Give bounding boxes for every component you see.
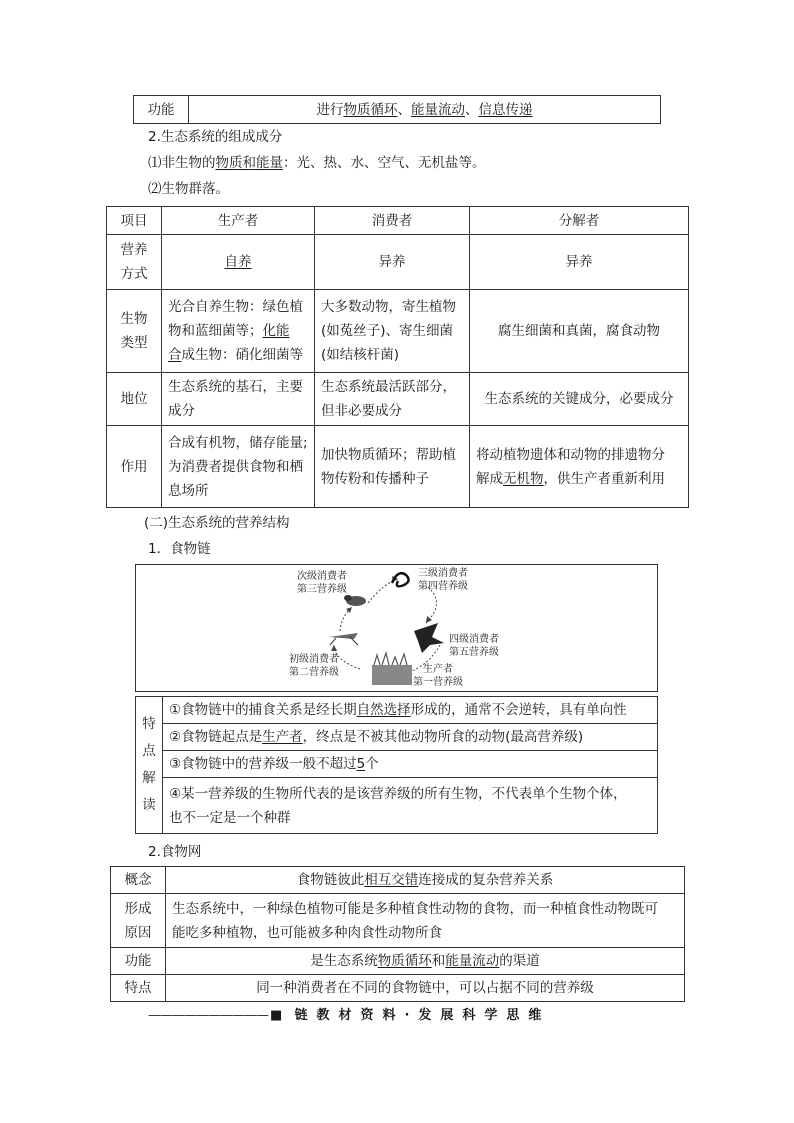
label-quaternary-consumer: 四级消费者 第五营养级 — [449, 634, 499, 658]
cell-decomposer-nutrition: 异养 — [470, 235, 689, 290]
community-table — [106, 206, 689, 508]
cell-feature: 同一种消费者在不同的食物链中，可以占据不同的营养级 — [166, 975, 685, 1002]
label-primary-consumer: 初级消费者 第二营养级 — [289, 654, 339, 678]
cell-decomposer-types: 腐生细菌和真菌，腐食动物 — [470, 290, 689, 373]
feature-item-1: ①食物链中的捕食关系是经长期自然选择形成的，通常不会逆转，具有单向性 — [163, 697, 658, 724]
row-label-types: 生物 类型 — [107, 290, 162, 373]
composition-item-1: ⑴非生物的物质和能量：光、热、水、空气、无机盐等。 — [148, 155, 486, 171]
features-label: 特 点 解 读 — [136, 697, 163, 834]
cell-consumer-types: 大多数动物，寄生植物 (如菟丝子)、寄生细菌 (如结核杆菌) — [315, 290, 470, 373]
snake-icon — [392, 573, 409, 586]
table-row — [136, 724, 658, 751]
cell-consumer-role: 加快物质循环；帮助植 物传粉和传播种子 — [315, 426, 470, 508]
cell-concept: 食物链彼此相互交错连接成的复杂营养关系 — [166, 867, 685, 894]
grasshopper-icon — [329, 633, 358, 645]
cell-decomposer-role: 将动植物遗体和动物的排遗物分 解成无机物，供生产者重新利用 — [470, 426, 689, 508]
row-label-function: 功能 — [111, 948, 166, 975]
composition-item-2: ⑵生物群落。 — [148, 181, 229, 197]
composition-heading: 2.生态系统的组成成分 — [148, 129, 283, 145]
cell-producer-status: 生态系统的基石，主要 成分 — [162, 373, 315, 426]
table-header-row — [107, 207, 689, 235]
feature-item-2: ②食物链起点是生产者，终点是不被其他动物所食的动物(最高营养级) — [163, 724, 658, 751]
table-row — [136, 751, 658, 778]
table-row — [107, 426, 689, 508]
feature-item-3: ③食物链中的营养级一般不超过5个 — [163, 751, 658, 778]
row-label-role: 作用 — [107, 426, 162, 508]
section-heading: (二)生态系统的营养结构 — [144, 515, 290, 531]
food-chain-illustration — [136, 565, 657, 691]
cell-decomposer-status: 生态系统的关键成分，必要成分 — [470, 373, 689, 426]
label-secondary-consumer: 次级消费者 第三营养级 — [297, 571, 347, 595]
row-label-feature: 特点 — [111, 975, 166, 1002]
footer-marker: ■ — [270, 1008, 283, 1023]
header-item: 项目 — [107, 207, 162, 235]
cell-producer-nutrition: 自养 — [162, 235, 315, 290]
footer-text: 链教材资料·发展科学思维 — [294, 1008, 551, 1023]
food-chain-diagram — [135, 564, 658, 692]
header-consumer: 消费者 — [315, 207, 470, 235]
label-producer: 生产者 第一营养级 — [413, 664, 463, 688]
function-table — [133, 95, 661, 124]
cell-producer-types: 光合自养生物：绿色植 物和蓝细菌等；化能 合成生物：硝化细菌等 — [162, 290, 315, 373]
food-chain-heading: 1．食物链 — [148, 541, 211, 557]
cell-function: 是生态系统物质循环和能量流动的渠道 — [166, 948, 685, 975]
cell-producer-role: 合成有机物，储存能量; 为消费者提供食物和栖 息场所 — [162, 426, 315, 508]
table-row — [136, 697, 658, 724]
table-row — [111, 975, 685, 1002]
footer-banner — [148, 1004, 550, 1023]
cell-consumer-nutrition: 异养 — [315, 235, 470, 290]
food-web-table — [110, 866, 685, 1002]
food-web-heading: 2.食物网 — [148, 844, 202, 860]
table-row — [107, 235, 689, 290]
feature-item-4: ④某一营养级的生物所代表的是该营养级的所有生物，不代表单个生物个体， 也不一定是一个种群 — [163, 778, 658, 834]
table-row — [107, 373, 689, 426]
table-row — [111, 867, 685, 894]
row-label-cause: 形成 原因 — [111, 894, 166, 948]
cell-consumer-status: 生态系统最活跃部分， 但非必要成分 — [315, 373, 470, 426]
grass-icon — [372, 653, 412, 685]
row-label-status: 地位 — [107, 373, 162, 426]
table-row — [111, 948, 685, 975]
row-label-concept: 概念 — [111, 867, 166, 894]
function-label: 功能 — [134, 96, 189, 124]
label-tertiary-consumer: 三级消费者 第四营养级 — [418, 568, 468, 592]
features-table — [135, 696, 658, 834]
header-decomposer: 分解者 — [470, 207, 689, 235]
table-row — [111, 894, 685, 948]
table-row — [107, 290, 689, 373]
frog-icon — [344, 595, 366, 606]
function-value: 进行物质循环、能量流动、信息传递 — [189, 96, 661, 124]
header-producer: 生产者 — [162, 207, 315, 235]
table-row — [136, 778, 658, 834]
footer-dashes: —————————— — [148, 1008, 268, 1023]
row-label-nutrition: 营养 方式 — [107, 235, 162, 290]
cell-cause: 生态系统中，一种绿色植物可能是多种植食性动物的食物，而一种植食性动物既可 能吃多种植物，也可能被多种肉食性动物所食 — [166, 894, 685, 948]
eagle-icon — [414, 623, 444, 653]
